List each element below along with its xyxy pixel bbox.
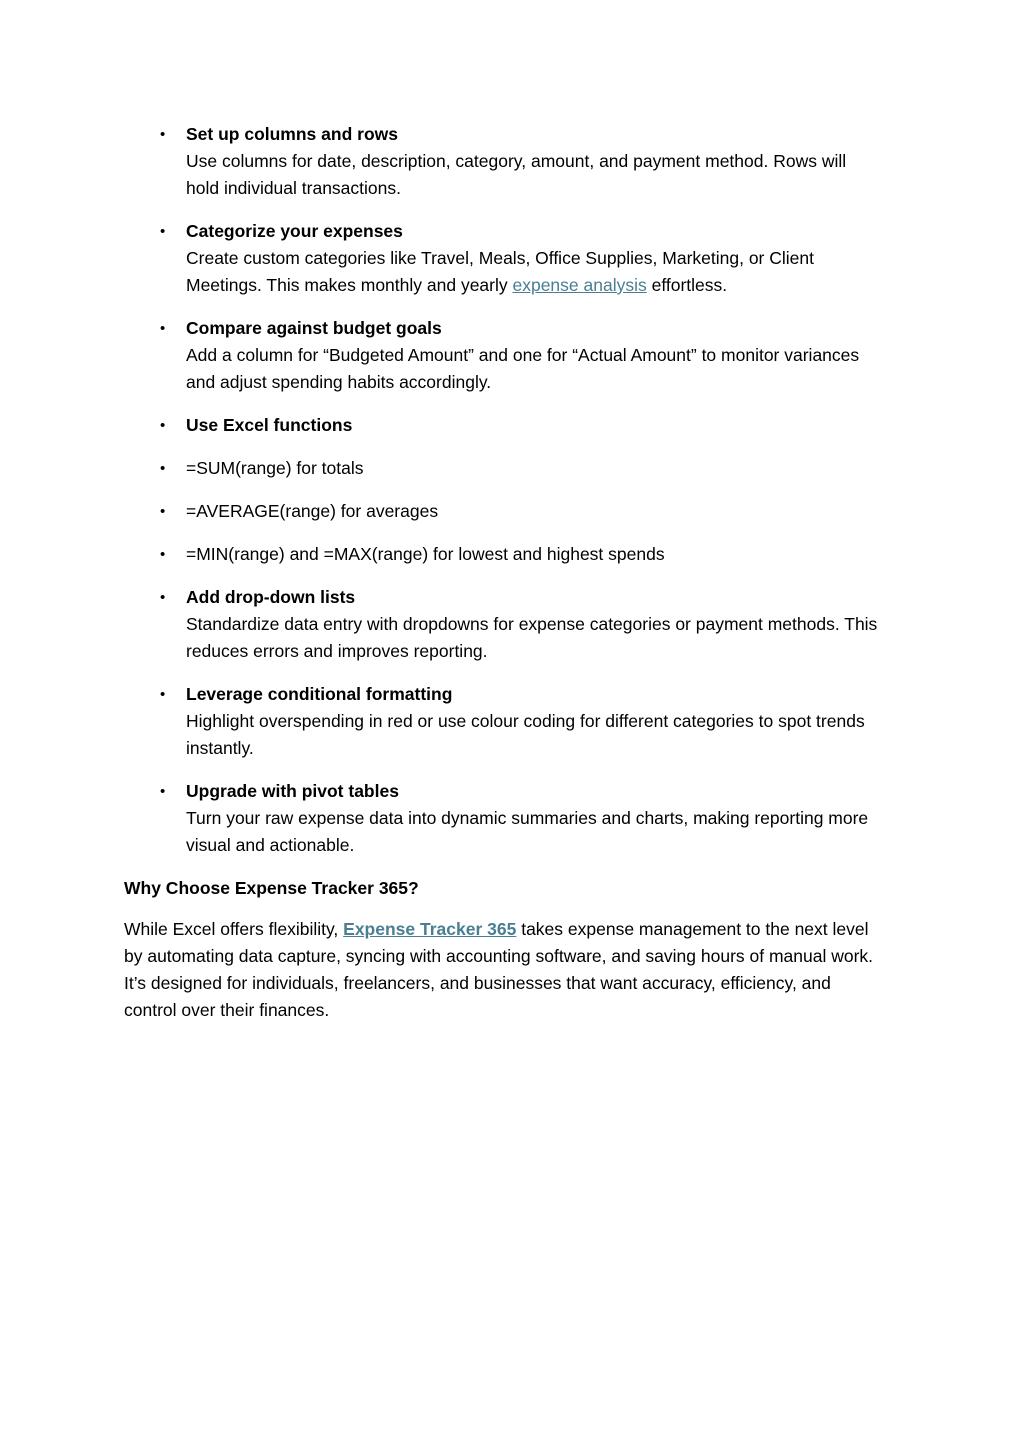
list-item-dropdown-lists bbox=[124, 584, 884, 665]
list-item-categorize-expenses bbox=[124, 218, 884, 299]
list-item-title: Categorize your expenses bbox=[186, 221, 403, 241]
list-item-body: Standardize data entry with dropdowns for expense categories or payment methods. This reduces errors and improves reporting. bbox=[186, 614, 878, 661]
bullet-icon: • bbox=[160, 460, 166, 477]
list-item-body: Add a column for “Budgeted Amount” and one for “Actual Amount” to monitor variances and adjust spending habits accordingly. bbox=[186, 345, 860, 392]
list-item-excel-functions bbox=[124, 412, 884, 439]
body-text-after-link: effortless. bbox=[646, 275, 728, 295]
list-item-body: =SUM(range) for totals bbox=[186, 458, 364, 478]
list-item-setup-columns bbox=[124, 121, 884, 202]
list-item-title: Leverage conditional formatting bbox=[186, 684, 453, 704]
list-item-conditional-formatting bbox=[124, 681, 884, 762]
paragraph-text-after-link: takes expense management to the next level by automating data capture, syncing with accounting software, and saving hours of manual work. It’s designed for individuals, freelancers, and businesses that want accuracy, efficiency, and control over their finances. bbox=[124, 919, 874, 1020]
tips-bullet-list bbox=[124, 121, 884, 859]
list-item-pivot-tables bbox=[124, 778, 884, 859]
list-item-body: =MIN(range) and =MAX(range) for lowest and highest spends bbox=[186, 544, 665, 564]
list-item-title: Set up columns and rows bbox=[186, 124, 398, 144]
section-heading-why-choose: Why Choose Expense Tracker 365? bbox=[124, 878, 419, 898]
body-text-before-link: Create custom categories like Travel, Meals, Office Supplies, Marketing, or Client Meetings. This makes monthly and yearly bbox=[186, 248, 814, 295]
expense-tracker-365-link[interactable]: Expense Tracker 365 bbox=[343, 919, 517, 939]
bullet-icon: • bbox=[160, 546, 166, 563]
closing-paragraph bbox=[124, 916, 884, 1024]
list-item-body: =AVERAGE(range) for averages bbox=[186, 501, 439, 521]
bullet-icon: • bbox=[160, 126, 166, 143]
list-item-compare-budget bbox=[124, 315, 884, 396]
list-item-body: Use columns for date, description, category, amount, and payment method. Rows will hold individual transactions. bbox=[186, 151, 847, 198]
bullet-icon: • bbox=[160, 686, 166, 703]
bullet-icon: • bbox=[160, 320, 166, 337]
list-item-title: Use Excel functions bbox=[186, 415, 353, 435]
bullet-icon: • bbox=[160, 783, 166, 800]
list-item-body bbox=[186, 245, 884, 299]
bullet-icon: • bbox=[160, 417, 166, 434]
bullet-icon: • bbox=[160, 223, 166, 240]
list-item-title: Compare against budget goals bbox=[186, 318, 442, 338]
list-item-title: Add drop-down lists bbox=[186, 587, 356, 607]
list-item-title: Upgrade with pivot tables bbox=[186, 781, 399, 801]
list-item-sum-function bbox=[124, 455, 884, 482]
list-item-body: Turn your raw expense data into dynamic summaries and charts, making reporting more visual and actionable. bbox=[186, 808, 869, 855]
paragraph-text-before-link: While Excel offers flexibility, bbox=[124, 919, 344, 939]
list-item-average-function bbox=[124, 498, 884, 525]
list-item-body: Highlight overspending in red or use colour coding for different categories to spot trends instantly. bbox=[186, 711, 865, 758]
bullet-icon: • bbox=[160, 589, 166, 606]
bullet-icon: • bbox=[160, 503, 166, 520]
expense-analysis-link[interactable]: expense analysis bbox=[512, 275, 647, 295]
list-item-min-max-function bbox=[124, 541, 884, 568]
